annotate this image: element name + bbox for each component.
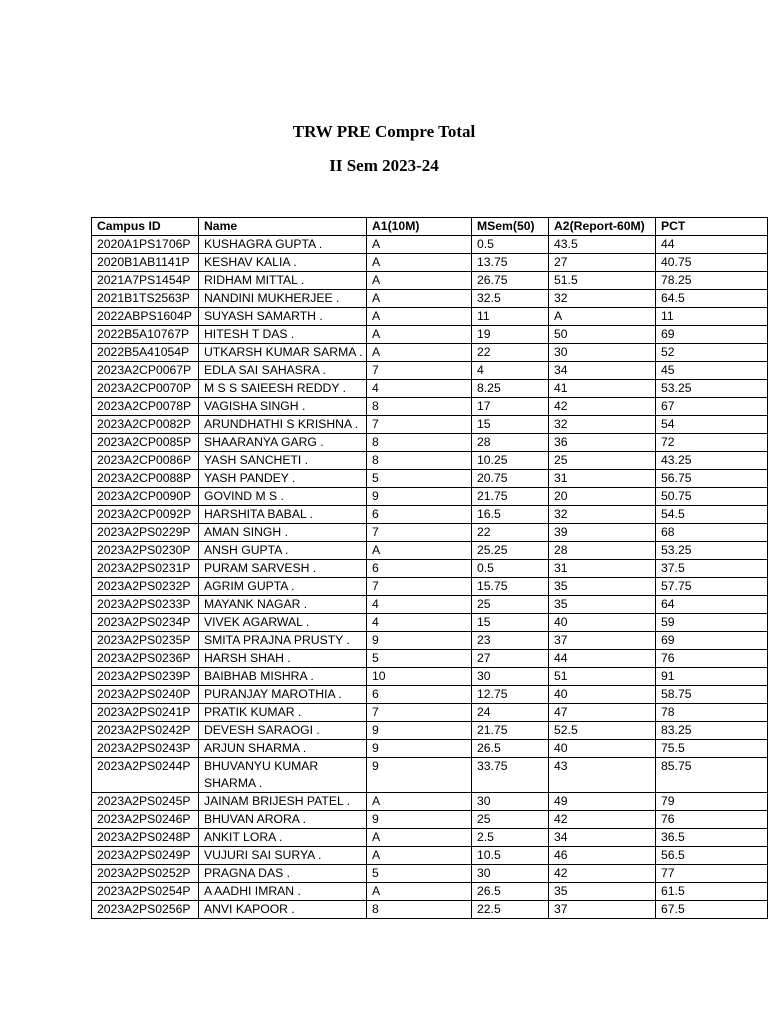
table-row [92, 326, 768, 344]
table-row [92, 811, 768, 829]
a1-cell: A [367, 344, 472, 362]
table-row [92, 668, 768, 686]
a2-cell: 28 [549, 542, 656, 560]
msem-cell: 11 [472, 308, 549, 326]
name-cell: PRAGNA DAS . [199, 865, 367, 883]
name-cell: PURAM SARVESH . [199, 560, 367, 578]
name-cell: YASH SANCHETI . [199, 452, 367, 470]
pct-cell: 43.25 [656, 452, 768, 470]
campus-id-cell: 2023A2CP0088P [92, 470, 199, 488]
msem-cell: 4 [472, 362, 549, 380]
name-cell: BAIBHAB MISHRA . [199, 668, 367, 686]
pct-cell: 54 [656, 416, 768, 434]
campus-id-cell: 2023A2PS0242P [92, 722, 199, 740]
a2-cell: 40 [549, 740, 656, 758]
campus-id-cell: 2022B5A41054P [92, 344, 199, 362]
a2-cell: 51.5 [549, 272, 656, 290]
msem-cell: 30 [472, 668, 549, 686]
column-header-name: Name [199, 218, 367, 236]
pct-cell: 59 [656, 614, 768, 632]
table-row [92, 901, 768, 919]
msem-cell: 15 [472, 614, 549, 632]
grades-table [91, 217, 768, 919]
a2-cell: 36 [549, 434, 656, 452]
document-subtitle: II Sem 2023-24 [329, 156, 439, 175]
pct-cell: 72 [656, 434, 768, 452]
table-row [92, 758, 768, 793]
pct-cell: 50.75 [656, 488, 768, 506]
name-cell: ANKIT LORA . [199, 829, 367, 847]
campus-id-cell: 2023A2PS0229P [92, 524, 199, 542]
a2-cell: 37 [549, 901, 656, 919]
msem-cell: 22.5 [472, 901, 549, 919]
column-header-campus-id: Campus ID [92, 218, 199, 236]
table-body [92, 236, 768, 919]
name-cell: A AADHI IMRAN . [199, 883, 367, 901]
msem-cell: 25 [472, 811, 549, 829]
name-cell: MAYANK NAGAR . [199, 596, 367, 614]
a1-cell: 7 [367, 578, 472, 596]
table-row [92, 740, 768, 758]
campus-id-cell: 2023A2CP0085P [92, 434, 199, 452]
a1-cell: 7 [367, 362, 472, 380]
a1-cell: 5 [367, 865, 472, 883]
pct-cell: 45 [656, 362, 768, 380]
a1-cell: 9 [367, 632, 472, 650]
msem-cell: 13.75 [472, 254, 549, 272]
pct-cell: 68 [656, 524, 768, 542]
table-row [92, 434, 768, 452]
a1-cell: 9 [367, 758, 472, 793]
msem-cell: 17 [472, 398, 549, 416]
msem-cell: 33.75 [472, 758, 549, 793]
table-row [92, 398, 768, 416]
table-row [92, 380, 768, 398]
name-cell: SUYASH SAMARTH . [199, 308, 367, 326]
msem-cell: 22 [472, 344, 549, 362]
a2-cell: 35 [549, 578, 656, 596]
name-cell: DEVESH SARAOGI . [199, 722, 367, 740]
pct-cell: 56.5 [656, 847, 768, 865]
a2-cell: 40 [549, 686, 656, 704]
a1-cell: 4 [367, 596, 472, 614]
msem-cell: 25 [472, 596, 549, 614]
table-row [92, 254, 768, 272]
column-header-pct: PCT [656, 218, 768, 236]
name-cell: HARSH SHAH . [199, 650, 367, 668]
table-row [92, 614, 768, 632]
msem-cell: 15.75 [472, 578, 549, 596]
name-cell: AGRIM GUPTA . [199, 578, 367, 596]
campus-id-cell: 2023A2CP0070P [92, 380, 199, 398]
name-cell: HITESH T DAS . [199, 326, 367, 344]
a1-cell: 7 [367, 416, 472, 434]
table-row [92, 686, 768, 704]
pct-cell: 57.75 [656, 578, 768, 596]
name-cell: JAINAM BRIJESH PATEL . [199, 793, 367, 811]
a1-cell: 6 [367, 686, 472, 704]
table-row [92, 416, 768, 434]
pct-cell: 11 [656, 308, 768, 326]
msem-cell: 21.75 [472, 488, 549, 506]
name-cell: BHUVANYU KUMAR SHARMA . [199, 758, 367, 793]
a2-cell: 27 [549, 254, 656, 272]
a2-cell: 42 [549, 398, 656, 416]
table-row [92, 344, 768, 362]
a2-cell: 46 [549, 847, 656, 865]
msem-cell: 30 [472, 793, 549, 811]
name-cell: ANVI KAPOOR . [199, 901, 367, 919]
a1-cell: 8 [367, 398, 472, 416]
pct-cell: 53.25 [656, 380, 768, 398]
a2-cell: 44 [549, 650, 656, 668]
name-cell: M S S SAIEESH REDDY . [199, 380, 367, 398]
campus-id-cell: 2023A2CP0067P [92, 362, 199, 380]
campus-id-cell: 2021B1TS2563P [92, 290, 199, 308]
name-cell: ANSH GUPTA . [199, 542, 367, 560]
a1-cell: 4 [367, 614, 472, 632]
name-cell: NANDINI MUKHERJEE . [199, 290, 367, 308]
a2-cell: 47 [549, 704, 656, 722]
msem-cell: 16.5 [472, 506, 549, 524]
msem-cell: 10.5 [472, 847, 549, 865]
table-row [92, 362, 768, 380]
campus-id-cell: 2023A2PS0248P [92, 829, 199, 847]
name-cell: RIDHAM MITTAL . [199, 272, 367, 290]
pct-cell: 77 [656, 865, 768, 883]
msem-cell: 12.75 [472, 686, 549, 704]
msem-cell: 19 [472, 326, 549, 344]
msem-cell: 2.5 [472, 829, 549, 847]
table-row [92, 650, 768, 668]
name-cell: BHUVAN ARORA . [199, 811, 367, 829]
a1-cell: A [367, 326, 472, 344]
a1-cell: 5 [367, 650, 472, 668]
msem-cell: 23 [472, 632, 549, 650]
a1-cell: A [367, 883, 472, 901]
pct-cell: 64 [656, 596, 768, 614]
msem-cell: 24 [472, 704, 549, 722]
campus-id-cell: 2023A2CP0078P [92, 398, 199, 416]
a2-cell: 34 [549, 829, 656, 847]
a2-cell: 34 [549, 362, 656, 380]
msem-cell: 30 [472, 865, 549, 883]
table-row [92, 308, 768, 326]
table-row [92, 542, 768, 560]
a2-cell: 50 [549, 326, 656, 344]
name-cell: PRATIK KUMAR . [199, 704, 367, 722]
msem-cell: 20.75 [472, 470, 549, 488]
name-cell: VIVEK AGARWAL . [199, 614, 367, 632]
pct-cell: 91 [656, 668, 768, 686]
a1-cell: 6 [367, 560, 472, 578]
table-row [92, 578, 768, 596]
campus-id-cell: 2023A2PS0232P [92, 578, 199, 596]
table-row [92, 793, 768, 811]
table-row [92, 272, 768, 290]
a1-cell: 6 [367, 506, 472, 524]
pct-cell: 76 [656, 811, 768, 829]
column-header-a2: A2(Report-60M) [549, 218, 656, 236]
campus-id-cell: 2023A2PS0244P [92, 758, 199, 793]
a1-cell: A [367, 793, 472, 811]
campus-id-cell: 2023A2PS0230P [92, 542, 199, 560]
msem-cell: 10.25 [472, 452, 549, 470]
a2-cell: 37 [549, 632, 656, 650]
name-cell: GOVIND M S . [199, 488, 367, 506]
campus-id-cell: 2022B5A10767P [92, 326, 199, 344]
pct-cell: 37.5 [656, 560, 768, 578]
campus-id-cell: 2023A2PS0231P [92, 560, 199, 578]
a2-cell: 51 [549, 668, 656, 686]
a2-cell: 43.5 [549, 236, 656, 254]
pct-cell: 76 [656, 650, 768, 668]
name-cell: SHAARANYA GARG . [199, 434, 367, 452]
a2-cell: 25 [549, 452, 656, 470]
pct-cell: 64.5 [656, 290, 768, 308]
campus-id-cell: 2023A2CP0086P [92, 452, 199, 470]
a1-cell: 5 [367, 470, 472, 488]
pct-cell: 67.5 [656, 901, 768, 919]
campus-id-cell: 2023A2PS0254P [92, 883, 199, 901]
a2-cell: 42 [549, 865, 656, 883]
campus-id-cell: 2021A7PS1454P [92, 272, 199, 290]
name-cell: PURANJAY MAROTHIA . [199, 686, 367, 704]
table-row [92, 829, 768, 847]
a1-cell: 9 [367, 722, 472, 740]
a2-cell: 49 [549, 793, 656, 811]
name-cell: ARUNDHATHI S KRISHNA . [199, 416, 367, 434]
msem-cell: 0.5 [472, 560, 549, 578]
name-cell: YASH PANDEY . [199, 470, 367, 488]
a1-cell: 7 [367, 704, 472, 722]
name-cell: VUJURI SAI SURYA . [199, 847, 367, 865]
msem-cell: 26.5 [472, 883, 549, 901]
table-row [92, 722, 768, 740]
pct-cell: 52 [656, 344, 768, 362]
pct-cell: 78.25 [656, 272, 768, 290]
campus-id-cell: 2023A2PS0249P [92, 847, 199, 865]
a2-cell: 31 [549, 560, 656, 578]
pct-cell: 85.75 [656, 758, 768, 793]
a2-cell: 35 [549, 596, 656, 614]
campus-id-cell: 2023A2CP0092P [92, 506, 199, 524]
a2-cell: 43 [549, 758, 656, 793]
a1-cell: 9 [367, 488, 472, 506]
campus-id-cell: 2023A2PS0236P [92, 650, 199, 668]
a1-cell: 8 [367, 434, 472, 452]
name-cell: ARJUN SHARMA . [199, 740, 367, 758]
table-row [92, 236, 768, 254]
pct-cell: 36.5 [656, 829, 768, 847]
msem-cell: 25.25 [472, 542, 549, 560]
name-cell: AMAN SINGH . [199, 524, 367, 542]
pct-cell: 67 [656, 398, 768, 416]
pct-cell: 61.5 [656, 883, 768, 901]
campus-id-cell: 2023A2PS0243P [92, 740, 199, 758]
table-row [92, 290, 768, 308]
pct-cell: 69 [656, 632, 768, 650]
a2-cell: 35 [549, 883, 656, 901]
msem-cell: 15 [472, 416, 549, 434]
a1-cell: A [367, 290, 472, 308]
a2-cell: 39 [549, 524, 656, 542]
table-row [92, 865, 768, 883]
a1-cell: A [367, 829, 472, 847]
table-row [92, 632, 768, 650]
a2-cell: 20 [549, 488, 656, 506]
name-cell: UTKARSH KUMAR SARMA . [199, 344, 367, 362]
pct-cell: 83.25 [656, 722, 768, 740]
pct-cell: 54.5 [656, 506, 768, 524]
campus-id-cell: 2023A2CP0090P [92, 488, 199, 506]
campus-id-cell: 2023A2PS0234P [92, 614, 199, 632]
table-row [92, 596, 768, 614]
table-row [92, 470, 768, 488]
a2-cell: 32 [549, 416, 656, 434]
msem-cell: 26.5 [472, 740, 549, 758]
a1-cell: A [367, 272, 472, 290]
a1-cell: 4 [367, 380, 472, 398]
pct-cell: 79 [656, 793, 768, 811]
a1-cell: A [367, 236, 472, 254]
msem-cell: 22 [472, 524, 549, 542]
a2-cell: 42 [549, 811, 656, 829]
a1-cell: A [367, 308, 472, 326]
a1-cell: A [367, 847, 472, 865]
pct-cell: 58.75 [656, 686, 768, 704]
campus-id-cell: 2023A2PS0241P [92, 704, 199, 722]
table-row [92, 883, 768, 901]
a1-cell: 8 [367, 452, 472, 470]
a1-cell: 9 [367, 811, 472, 829]
name-cell: VAGISHA SINGH . [199, 398, 367, 416]
a2-cell: 41 [549, 380, 656, 398]
campus-id-cell: 2023A2PS0233P [92, 596, 199, 614]
table-row [92, 488, 768, 506]
name-cell: HARSHITA BABAL . [199, 506, 367, 524]
pct-cell: 44 [656, 236, 768, 254]
column-header-a1: A1(10M) [367, 218, 472, 236]
table-row [92, 704, 768, 722]
a2-cell: 32 [549, 290, 656, 308]
campus-id-cell: 2023A2PS0245P [92, 793, 199, 811]
campus-id-cell: 2023A2PS0252P [92, 865, 199, 883]
table-header-row [92, 218, 768, 236]
table-row [92, 506, 768, 524]
pct-cell: 75.5 [656, 740, 768, 758]
a2-cell: 32 [549, 506, 656, 524]
table-row [92, 847, 768, 865]
campus-id-cell: 2023A2PS0246P [92, 811, 199, 829]
msem-cell: 0.5 [472, 236, 549, 254]
a2-cell: 40 [549, 614, 656, 632]
table-row [92, 524, 768, 542]
campus-id-cell: 2020B1AB1141P [92, 254, 199, 272]
a1-cell: 8 [367, 901, 472, 919]
pct-cell: 53.25 [656, 542, 768, 560]
a2-cell: 52.5 [549, 722, 656, 740]
pct-cell: 69 [656, 326, 768, 344]
msem-cell: 21.75 [472, 722, 549, 740]
campus-id-cell: 2023A2CP0082P [92, 416, 199, 434]
name-cell: SMITA PRAJNA PRUSTY . [199, 632, 367, 650]
campus-id-cell: 2023A2PS0256P [92, 901, 199, 919]
msem-cell: 26.75 [472, 272, 549, 290]
campus-id-cell: 2023A2PS0239P [92, 668, 199, 686]
name-cell: KUSHAGRA GUPTA . [199, 236, 367, 254]
campus-id-cell: 2020A1PS1706P [92, 236, 199, 254]
a2-cell: 30 [549, 344, 656, 362]
column-header-msem: MSem(50) [472, 218, 549, 236]
a1-cell: 9 [367, 740, 472, 758]
msem-cell: 32.5 [472, 290, 549, 308]
table-row [92, 560, 768, 578]
msem-cell: 8.25 [472, 380, 549, 398]
pct-cell: 78 [656, 704, 768, 722]
campus-id-cell: 2023A2PS0235P [92, 632, 199, 650]
a1-cell: A [367, 254, 472, 272]
pct-cell: 40.75 [656, 254, 768, 272]
a1-cell: A [367, 542, 472, 560]
a2-cell: 31 [549, 470, 656, 488]
msem-cell: 28 [472, 434, 549, 452]
name-cell: EDLA SAI SAHASRA . [199, 362, 367, 380]
campus-id-cell: 2022ABPS1604P [92, 308, 199, 326]
pct-cell: 56.75 [656, 470, 768, 488]
name-cell: KESHAV KALIA . [199, 254, 367, 272]
a1-cell: 10 [367, 668, 472, 686]
campus-id-cell: 2023A2PS0240P [92, 686, 199, 704]
table-row [92, 452, 768, 470]
a1-cell: 7 [367, 524, 472, 542]
a2-cell: A [549, 308, 656, 326]
msem-cell: 27 [472, 650, 549, 668]
document-title: TRW PRE Compre Total [292, 122, 476, 141]
